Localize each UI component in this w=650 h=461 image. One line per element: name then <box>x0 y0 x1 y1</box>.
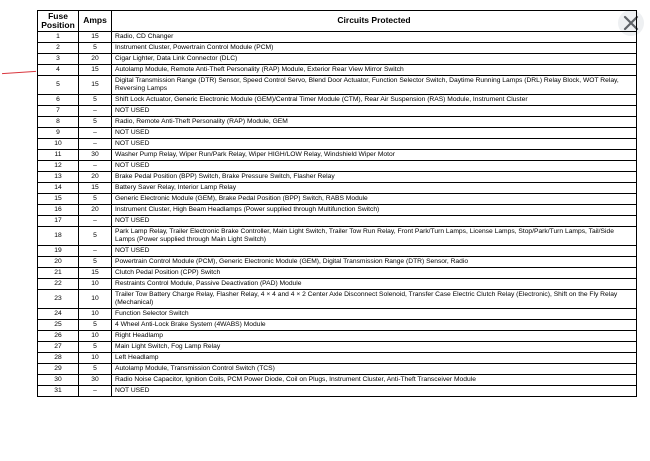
circuits-cell: Powertrain Control Module (PCM), Generic Electronic Module (GEM), Digital Transmission Range (DTR) Sensor, Radio <box>112 257 637 268</box>
header-amps: Amps <box>79 11 112 32</box>
fuse-position-cell: 25 <box>38 320 79 331</box>
table-row <box>38 279 637 290</box>
fuse-chart-document <box>37 10 636 397</box>
fuse-position-cell: 2 <box>38 43 79 54</box>
table-row <box>38 205 637 216</box>
header-fuse-position: Fuse Position <box>38 11 79 32</box>
table-row <box>38 342 637 353</box>
fuse-position-cell: 14 <box>38 183 79 194</box>
circuits-cell: Right Headlamp <box>112 331 637 342</box>
circuits-cell: Brake Pedal Position (BPP) Switch, Brake Pressure Switch, Flasher Relay <box>112 172 637 183</box>
table-row <box>38 150 637 161</box>
table-row <box>38 309 637 320</box>
table-row <box>38 257 637 268</box>
circuits-cell: Radio, CD Changer <box>112 32 637 43</box>
circuits-cell: 4 Wheel Anti-Lock Brake System (4WABS) Module <box>112 320 637 331</box>
table-row <box>38 139 637 150</box>
header-circuits-protected: Circuits Protected <box>112 11 637 32</box>
amps-cell: – <box>79 386 112 397</box>
circuits-cell: Shift Lock Actuator, Generic Electronic Module (GEM)/Central Timer Module (CTM), Rear Air Suspension (RAS) Module, Instrument Cluster <box>112 95 637 106</box>
amps-cell: – <box>79 161 112 172</box>
amps-cell: 5 <box>79 320 112 331</box>
circuits-cell: NOT USED <box>112 161 637 172</box>
fuse-position-cell: 11 <box>38 150 79 161</box>
circuits-cell: Instrument Cluster, High Beam Headlamps (Power supplied through Multifunction Switch) <box>112 205 637 216</box>
fuse-position-cell: 29 <box>38 364 79 375</box>
amps-cell: 20 <box>79 54 112 65</box>
circuits-cell: Radio, Remote Anti-Theft Personality (RAP) Module, GEM <box>112 117 637 128</box>
amps-cell: – <box>79 216 112 227</box>
table-row <box>38 95 637 106</box>
fuse-position-cell: 3 <box>38 54 79 65</box>
amps-cell: 5 <box>79 227 112 246</box>
amps-cell: 15 <box>79 65 112 76</box>
circuits-cell: NOT USED <box>112 386 637 397</box>
table-row <box>38 290 637 309</box>
circuits-cell: Main Light Switch, Fog Lamp Relay <box>112 342 637 353</box>
fuse-position-cell: 22 <box>38 279 79 290</box>
circuits-cell: NOT USED <box>112 106 637 117</box>
amps-cell: – <box>79 246 112 257</box>
amps-cell: 15 <box>79 268 112 279</box>
circuits-cell: Trailer Tow Battery Charge Relay, Flasher Relay, 4 × 4 and 4 × 2 Center Axle Disconnect Solenoid, Transfer Case Electric Clutch Relay (Electronic), Shift on the Fly Relay (Mechanical) <box>112 290 637 309</box>
amps-cell: 15 <box>79 183 112 194</box>
amps-cell: 20 <box>79 205 112 216</box>
amps-cell: 15 <box>79 32 112 43</box>
amps-cell: 5 <box>79 342 112 353</box>
fuse-position-cell: 16 <box>38 205 79 216</box>
amps-cell: 10 <box>79 353 112 364</box>
amps-cell: – <box>79 128 112 139</box>
amps-cell: – <box>79 106 112 117</box>
amps-cell: 5 <box>79 194 112 205</box>
table-row <box>38 172 637 183</box>
fuse-position-cell: 8 <box>38 117 79 128</box>
fuse-position-cell: 9 <box>38 128 79 139</box>
table-row <box>38 331 637 342</box>
fuse-position-cell: 26 <box>38 331 79 342</box>
table-row <box>38 106 637 117</box>
fuse-position-cell: 12 <box>38 161 79 172</box>
fuse-position-cell: 27 <box>38 342 79 353</box>
table-row <box>38 76 637 95</box>
circuits-cell: Washer Pump Relay, Wiper Run/Park Relay, Wiper HIGH/LOW Relay, Windshield Wiper Motor <box>112 150 637 161</box>
amps-cell: 10 <box>79 290 112 309</box>
fuse-position-cell: 18 <box>38 227 79 246</box>
amps-cell: 30 <box>79 150 112 161</box>
circuits-cell: Function Selector Switch <box>112 309 637 320</box>
fuse-position-cell: 28 <box>38 353 79 364</box>
amps-cell: 5 <box>79 364 112 375</box>
circuits-cell: NOT USED <box>112 128 637 139</box>
table-row <box>38 32 637 43</box>
table-header-row <box>38 11 637 32</box>
circuits-cell: Autolamp Module, Remote Anti-Theft Personality (RAP) Module, Exterior Rear View Mirror Switch <box>112 65 637 76</box>
amps-cell: – <box>79 139 112 150</box>
amps-cell: 10 <box>79 331 112 342</box>
fuse-position-cell: 17 <box>38 216 79 227</box>
amps-cell: 10 <box>79 279 112 290</box>
circuits-cell: Restraints Control Module, Passive Deactivation (PAD) Module <box>112 279 637 290</box>
fuse-position-cell: 13 <box>38 172 79 183</box>
fuse-position-cell: 7 <box>38 106 79 117</box>
fuse-position-cell: 1 <box>38 32 79 43</box>
fuse-position-cell: 10 <box>38 139 79 150</box>
table-row <box>38 65 637 76</box>
circuits-cell: Digital Transmission Range (DTR) Sensor, Speed Control Servo, Blend Door Actuator, Function Selector Switch, Daytime Running Lamps (DRL) Relay Block, WOT Relay, Reversing Lamps <box>112 76 637 95</box>
circuits-cell: NOT USED <box>112 216 637 227</box>
fuse-position-cell: 24 <box>38 309 79 320</box>
table-row <box>38 183 637 194</box>
fuse-position-cell: 6 <box>38 95 79 106</box>
circuits-cell: NOT USED <box>112 246 637 257</box>
amps-cell: 5 <box>79 117 112 128</box>
fuse-table <box>37 10 637 397</box>
table-row <box>38 194 637 205</box>
table-row <box>38 227 637 246</box>
amps-cell: 5 <box>79 95 112 106</box>
fuse-position-cell: 5 <box>38 76 79 95</box>
amps-cell: 5 <box>79 43 112 54</box>
circuits-cell: NOT USED <box>112 139 637 150</box>
table-row <box>38 353 637 364</box>
fuse-position-cell: 30 <box>38 375 79 386</box>
circuits-cell: Clutch Pedal Position (CPP) Switch <box>112 268 637 279</box>
circuits-cell: Generic Electronic Module (GEM), Brake Pedal Position (BPP) Switch, RABS Module <box>112 194 637 205</box>
circuits-cell: Battery Saver Relay, Interior Lamp Relay <box>112 183 637 194</box>
table-row <box>38 320 637 331</box>
fuse-position-cell: 19 <box>38 246 79 257</box>
table-row <box>38 364 637 375</box>
amps-cell: 20 <box>79 172 112 183</box>
amps-cell: 15 <box>79 76 112 95</box>
circuits-cell: Cigar Lighter, Data Link Connector (DLC) <box>112 54 637 65</box>
fuse-position-cell: 15 <box>38 194 79 205</box>
table-row <box>38 128 637 139</box>
circuits-cell: Left Headlamp <box>112 353 637 364</box>
amps-cell: 10 <box>79 309 112 320</box>
table-row <box>38 268 637 279</box>
fuse-position-cell: 23 <box>38 290 79 309</box>
fuse-position-cell: 21 <box>38 268 79 279</box>
circuits-cell: Autolamp Module, Transmission Control Switch (TCS) <box>112 364 637 375</box>
table-row <box>38 161 637 172</box>
fuse-position-cell: 4 <box>38 65 79 76</box>
table-row <box>38 375 637 386</box>
fuse-position-cell: 20 <box>38 257 79 268</box>
fuse-table-body <box>38 32 637 397</box>
circuits-cell: Park Lamp Relay, Trailer Electronic Brake Controller, Main Light Switch, Trailer Tow Run Relay, Front Park/Turn Lamps, License Lamps, Stop/Park/Turn Lamps, Tail/Side Lamps (Power supplied through Main Light Switch) <box>112 227 637 246</box>
amps-cell: 30 <box>79 375 112 386</box>
table-row <box>38 246 637 257</box>
amps-cell: 5 <box>79 257 112 268</box>
circuits-cell: Radio Noise Capacitor, Ignition Coils, PCM Power Diode, Coil on Plugs, Instrument Cluster, Anti-Theft Transceiver Module <box>112 375 637 386</box>
circuits-cell: Instrument Cluster, Powertrain Control Module (PCM) <box>112 43 637 54</box>
table-row <box>38 117 637 128</box>
red-annotation-line <box>2 71 36 74</box>
table-row <box>38 386 637 397</box>
table-row <box>38 43 637 54</box>
table-row <box>38 216 637 227</box>
table-row <box>38 54 637 65</box>
fuse-position-cell: 31 <box>38 386 79 397</box>
